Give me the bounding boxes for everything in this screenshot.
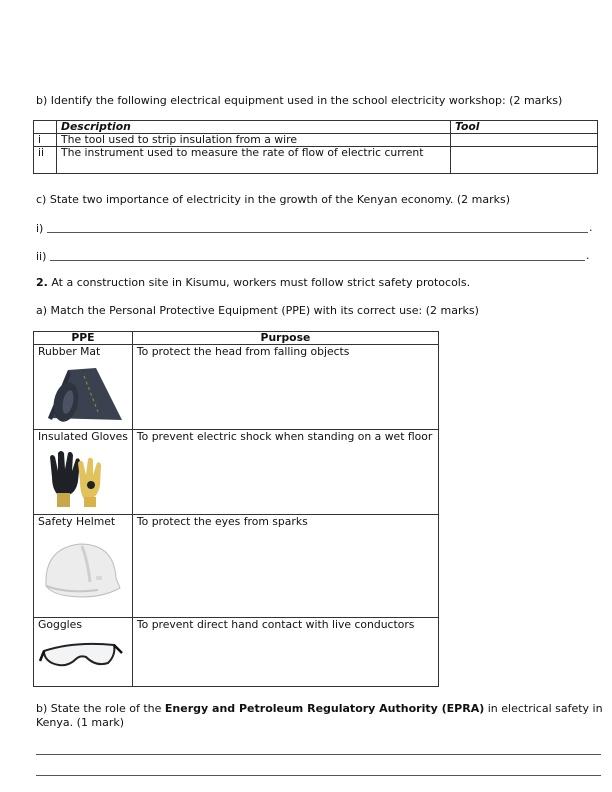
answer-line-2b-1[interactable] bbox=[36, 754, 601, 755]
answer-line-i[interactable] bbox=[47, 232, 588, 233]
answer-line-ii[interactable] bbox=[50, 260, 585, 261]
goggles-icon bbox=[38, 635, 124, 675]
ppe-name: Goggles bbox=[38, 618, 82, 631]
q2-number: 2. bbox=[36, 276, 48, 289]
q2-intro-text: At a construction site in Kisumu, workers must follow strict safety protocols. bbox=[47, 276, 471, 289]
row-number: i bbox=[34, 134, 57, 147]
ppe-cell bbox=[34, 618, 133, 687]
q2b-suffix: in electrical safety in bbox=[484, 702, 603, 715]
end-mark-ii: . bbox=[586, 249, 590, 262]
q2b-text bbox=[36, 702, 603, 715]
table-header-row bbox=[34, 121, 598, 134]
q2a-text: a) Match the Personal Protective Equipment (PPE) with its correct use: (2 marks) bbox=[36, 304, 479, 317]
q2b-prefix: b) State the role of the bbox=[36, 702, 165, 715]
q1c-text: c) State two importance of electricity in the growth of the Kenyan economy. (2 marks) bbox=[36, 193, 511, 206]
tool-header: Tool bbox=[451, 121, 598, 134]
purpose-cell: To prevent direct hand contact with live conductors bbox=[132, 618, 438, 687]
row-description: The tool used to strip insulation from a wire bbox=[57, 134, 451, 147]
end-mark-i: . bbox=[589, 221, 593, 234]
answer-label-ii: ii) bbox=[36, 250, 47, 263]
equipment-table bbox=[33, 120, 598, 174]
ppe-cell bbox=[34, 345, 133, 430]
ppe-header: PPE bbox=[34, 332, 133, 345]
q1b-text: b) Identify the following electrical equipment used in the school electricity workshop: (2 marks) bbox=[36, 94, 563, 107]
ppe-cell bbox=[34, 430, 133, 515]
description-header: Description bbox=[57, 121, 451, 134]
row-number: ii bbox=[34, 147, 57, 174]
purpose-cell: To protect the eyes from sparks bbox=[132, 515, 438, 618]
tool-answer-cell[interactable] bbox=[451, 134, 598, 147]
table-row bbox=[34, 618, 439, 687]
num-header bbox=[34, 121, 57, 134]
answer-line-2b-2[interactable] bbox=[36, 775, 601, 776]
ppe-header-row bbox=[34, 332, 439, 345]
purpose-header: Purpose bbox=[132, 332, 438, 345]
table-row bbox=[34, 134, 598, 147]
table-row bbox=[34, 147, 598, 174]
table-row bbox=[34, 345, 439, 430]
purpose-cell: To prevent electric shock when standing on a wet floor bbox=[132, 430, 438, 515]
ppe-table bbox=[33, 331, 439, 687]
helmet-icon bbox=[38, 532, 124, 604]
q2-intro bbox=[36, 276, 470, 289]
row-description: The instrument used to measure the rate of flow of electric current bbox=[57, 147, 451, 174]
q2b-epra: Energy and Petroleum Regulatory Authority (EPRA) bbox=[164, 702, 485, 715]
ppe-cell bbox=[34, 515, 133, 618]
ppe-name: Safety Helmet bbox=[38, 515, 116, 528]
rubber-mat-icon bbox=[38, 362, 124, 424]
answer-label-i: i) bbox=[36, 222, 44, 235]
purpose-cell: To protect the head from falling objects bbox=[132, 345, 438, 430]
table-row bbox=[34, 430, 439, 515]
table-row bbox=[34, 515, 439, 618]
gloves-icon bbox=[38, 447, 124, 511]
ppe-name: Insulated Gloves bbox=[38, 430, 128, 443]
tool-answer-cell[interactable] bbox=[451, 147, 598, 174]
ppe-name: Rubber Mat bbox=[38, 345, 101, 358]
q2b-line2: Kenya. (1 mark) bbox=[36, 716, 125, 729]
